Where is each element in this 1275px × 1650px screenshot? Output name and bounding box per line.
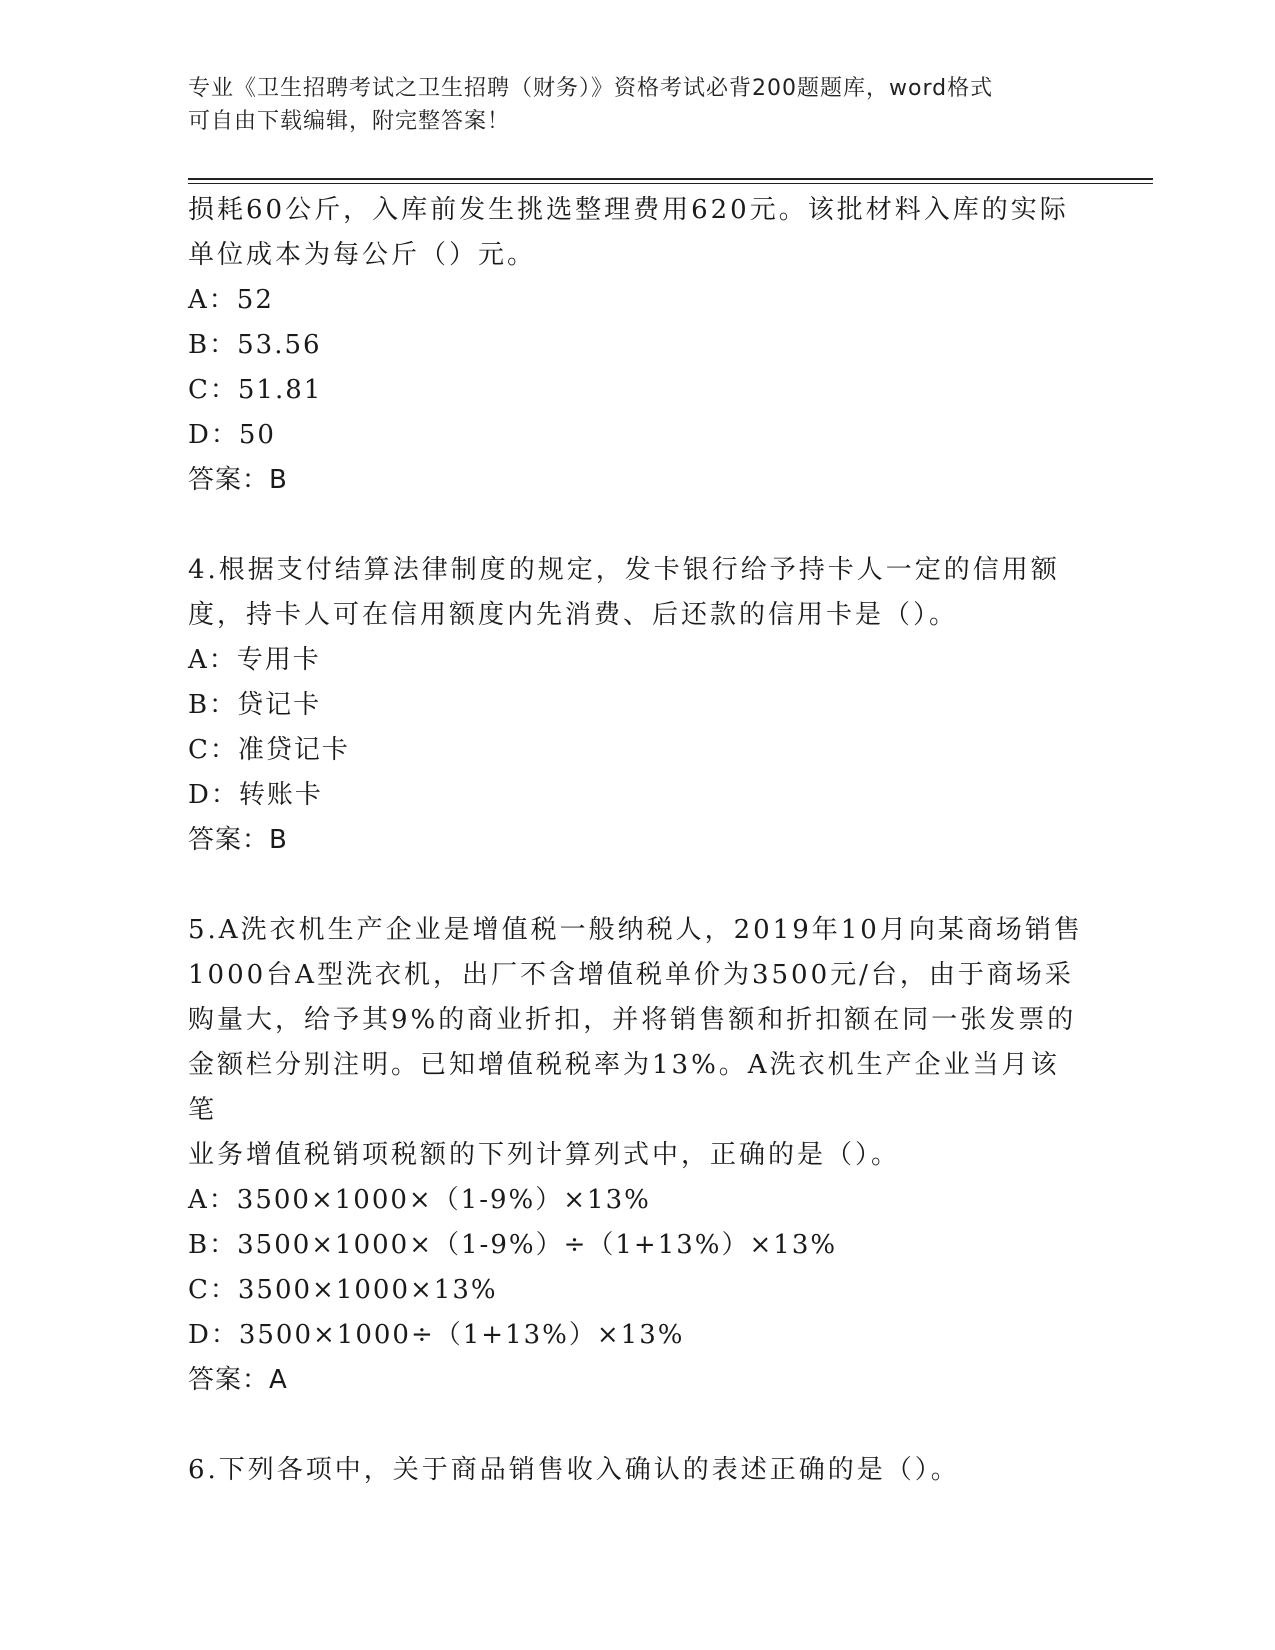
question-3 xyxy=(188,188,1088,503)
question-stem-line: 金额栏分别注明。已知增值税税率为13%。A洗衣机生产企业当月该笔 xyxy=(188,1050,1060,1125)
option-c: C：准贷记卡 xyxy=(188,735,350,765)
question-6 xyxy=(188,1448,1088,1493)
answer: 答案：B xyxy=(188,825,288,855)
option-a: A：3500×1000×（1-9%）×13% xyxy=(188,1185,651,1215)
header-divider-thin xyxy=(188,183,1153,184)
question-stem-line: 4.根据支付结算法律制度的规定，发卡银行给予持卡人一定的信用额 xyxy=(188,555,1060,585)
question-stem-line: 6.下列各项中，关于商品销售收入确认的表述正确的是（）。 xyxy=(188,1455,960,1485)
header-title-line-2: 可自由下载编辑，附完整答案！ xyxy=(188,109,511,134)
header-divider xyxy=(188,178,1153,180)
page-header xyxy=(188,72,1068,138)
answer: 答案：A xyxy=(188,1365,288,1395)
question-stem-line: 业务增值税销项税额的下列计算列式中，正确的是（）。 xyxy=(188,1140,901,1170)
answer: 答案：B xyxy=(188,465,288,495)
option-d: D：50 xyxy=(188,420,276,450)
question-5 xyxy=(188,908,1088,1403)
question-4 xyxy=(188,548,1088,863)
option-d: D：3500×1000÷（1+13%）×13% xyxy=(188,1320,685,1350)
question-stem-line: 度，持卡人可在信用额度内先消费、后还款的信用卡是（）。 xyxy=(188,600,959,630)
option-b: B：53.56 xyxy=(188,330,322,360)
question-stem-line: 单位成本为每公斤（）元。 xyxy=(188,240,537,270)
option-c: C：3500×1000×13% xyxy=(188,1275,498,1305)
question-stem-line: 购量大，给予其9%的商业折扣，并将销售额和折扣额在同一张发票的 xyxy=(188,1005,1077,1035)
question-stem-line: 损耗60公斤，入库前发生挑选整理费用620元。该批材料入库的实际 xyxy=(188,195,1069,225)
header-title-line-1: 专业《卫生招聘考试之卫生招聘（财务）》资格考试必背200题题库，word格式 xyxy=(188,76,994,101)
question-stem-line: 5.A洗衣机生产企业是增值税一般纳税人，2019年10月向某商场销售 xyxy=(188,915,1083,945)
option-b: B：贷记卡 xyxy=(188,690,322,720)
option-c: C：51.81 xyxy=(188,375,323,405)
option-b: B：3500×1000×（1-9%）÷（1+13%）×13% xyxy=(188,1230,838,1260)
option-a: A：专用卡 xyxy=(188,645,321,675)
question-list xyxy=(188,188,1088,1493)
option-d: D：转账卡 xyxy=(188,780,323,810)
question-stem-line: 1000台A型洗衣机，出厂不含增值税单价为3500元/台，由于商场采 xyxy=(188,960,1074,990)
option-a: A：52 xyxy=(188,285,274,315)
